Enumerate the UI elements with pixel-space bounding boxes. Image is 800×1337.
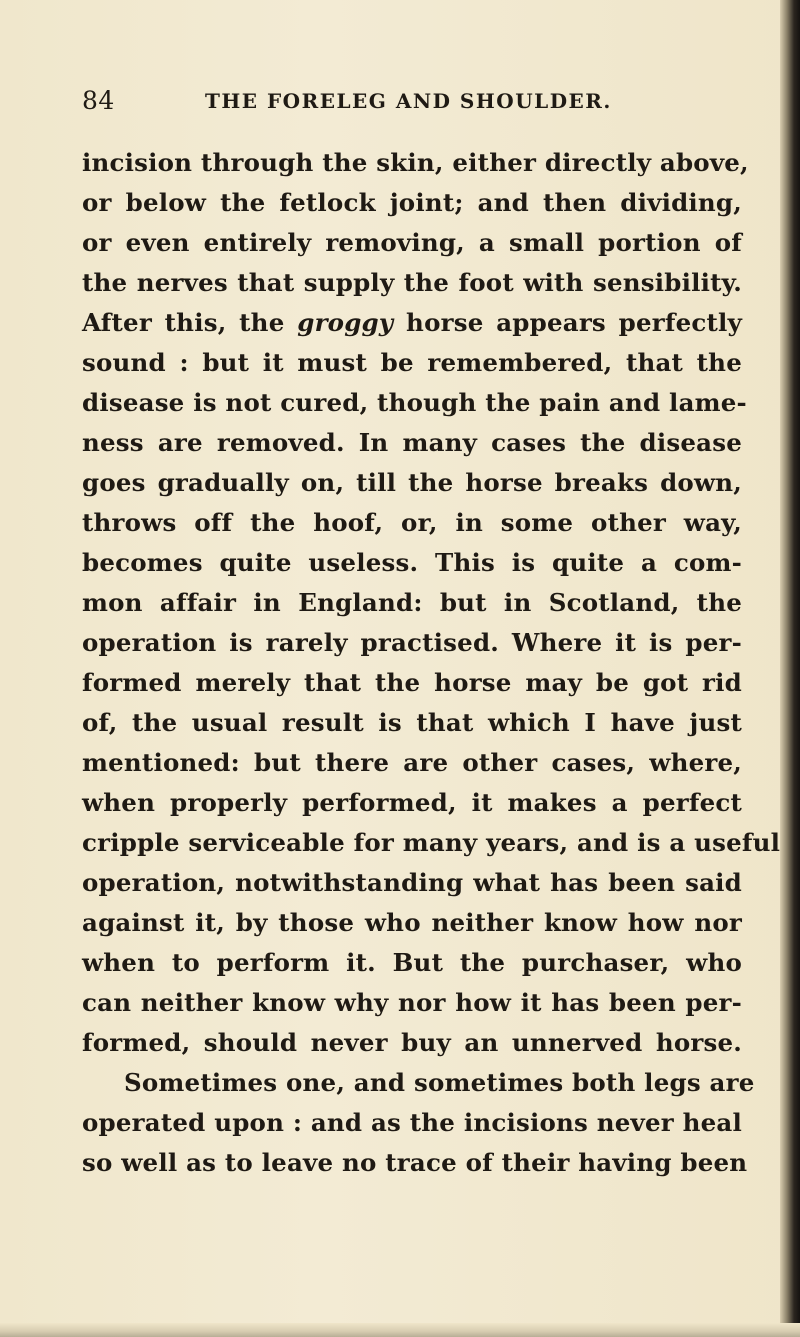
text-line: or below the fetlock joint; and then dividing, (82, 188, 742, 217)
text-line: formed merely that the horse may be got rid (82, 668, 742, 697)
page-number: 84 (82, 86, 115, 115)
text-line: sound : but it must be remembered, that the (82, 348, 742, 377)
text-line: when properly performed, it makes a perfect (82, 788, 742, 817)
text-line: mentioned: but there are other cases, where, (82, 748, 742, 777)
text-line: becomes quite useless. This is quite a com- (82, 548, 742, 577)
text-line: operation, notwithstanding what has been said (82, 868, 742, 897)
text-span: horse appears perfectly (393, 308, 742, 337)
text-span: After this, the (82, 308, 298, 337)
text-line: cripple serviceable for many years, and is a useful (82, 828, 781, 857)
page-edge-bottom (0, 1323, 800, 1337)
text-line: can neither know why nor how it has been per- (82, 988, 742, 1017)
text-line: goes gradually on, till the horse breaks down, (82, 468, 742, 497)
page-header (82, 86, 742, 118)
text-line: the nerves that supply the foot with sensibility. (82, 268, 742, 297)
italic-word: groggy (297, 308, 394, 337)
running-head: THE FORELEG AND SHOULDER. (205, 89, 612, 113)
text-line: operation is rarely practised. Where it is per- (82, 628, 742, 657)
text-line: mon affair in England: but in Scotland, the (82, 588, 742, 617)
text-line: disease is not cured, though the pain and lame- (82, 388, 747, 417)
text-line: when to perform it. But the purchaser, who (82, 948, 742, 977)
text-line: operated upon : and as the incisions never heal (82, 1108, 742, 1137)
body-text (82, 143, 781, 1183)
text-line: of, the usual result is that which I have just (82, 708, 742, 737)
text-line: formed, should never buy an unnerved horse. (82, 1028, 742, 1057)
text-line: so well as to leave no trace of their having been (82, 1148, 748, 1177)
text-line: ness are removed. In many cases the disease (82, 428, 742, 457)
text-line: Sometimes one, and sometimes both legs are (124, 1068, 755, 1097)
page-edge-right (780, 0, 800, 1337)
text-line (82, 303, 742, 343)
text-line: against it, by those who neither know how nor (82, 908, 742, 937)
text-line: or even entirely removing, a small portion of (82, 228, 742, 257)
text-line: incision through the skin, either directly above, (82, 148, 749, 177)
text-line: throws off the hoof, or, in some other way, (82, 508, 742, 537)
